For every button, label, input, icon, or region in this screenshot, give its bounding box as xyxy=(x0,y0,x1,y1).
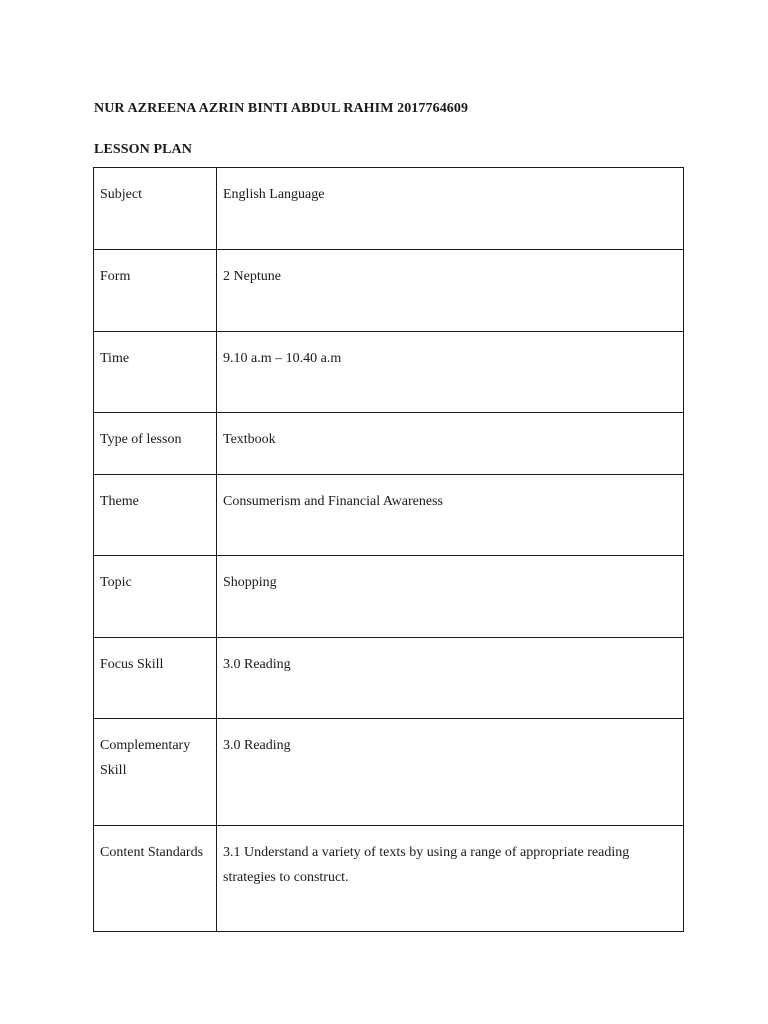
row-label: Type of lesson xyxy=(94,413,217,475)
table-row xyxy=(94,719,684,826)
row-label: Time xyxy=(94,332,217,413)
row-label: Subject xyxy=(94,168,217,250)
table-row xyxy=(94,556,684,638)
row-label: Theme xyxy=(94,475,217,556)
row-value: 3.0 Reading xyxy=(217,719,684,826)
table-row xyxy=(94,168,684,250)
author-heading: NUR AZREENA AZRIN BINTI ABDUL RAHIM 2017764609 xyxy=(94,101,469,116)
row-value: 9.10 a.m – 10.40 a.m xyxy=(217,332,684,413)
table-row xyxy=(94,332,684,413)
row-value: Consumerism and Financial Awareness xyxy=(217,475,684,556)
table-row xyxy=(94,250,684,332)
row-label: Complementary Skill xyxy=(94,719,217,826)
row-label: Content Standards xyxy=(94,826,217,932)
table-row xyxy=(94,413,684,475)
row-value: Textbook xyxy=(217,413,684,475)
table-row xyxy=(94,638,684,719)
row-label: Focus Skill xyxy=(94,638,217,719)
document-title: LESSON PLAN xyxy=(94,142,192,157)
table-row xyxy=(94,826,684,932)
table-row xyxy=(94,475,684,556)
lesson-plan-table xyxy=(93,167,684,932)
row-value: English Language xyxy=(217,168,684,250)
row-value: Shopping xyxy=(217,556,684,638)
row-label: Topic xyxy=(94,556,217,638)
row-value: 3.1 Understand a variety of texts by using a range of appropriate reading strategies to construct. xyxy=(217,826,684,932)
row-label: Form xyxy=(94,250,217,332)
row-value: 2 Neptune xyxy=(217,250,684,332)
row-value: 3.0 Reading xyxy=(217,638,684,719)
